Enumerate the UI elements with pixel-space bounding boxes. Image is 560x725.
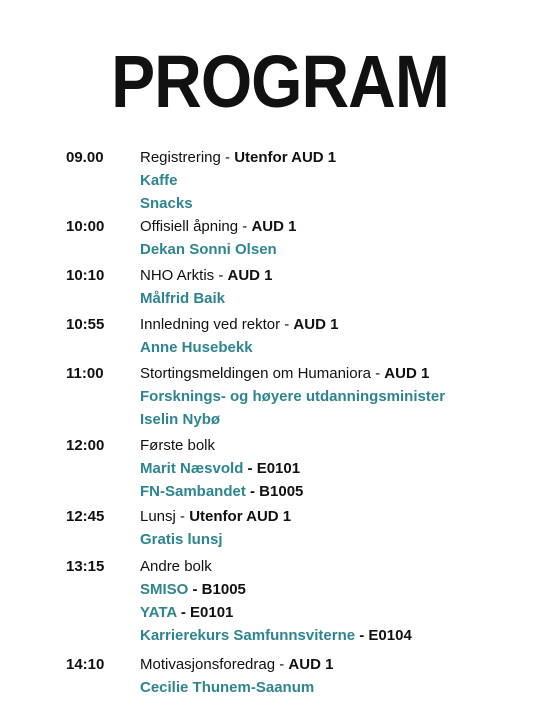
slot-details: [140, 264, 550, 310]
slot-time: 13:15: [66, 558, 105, 575]
line-location: Utenfor AUD 1: [234, 149, 337, 166]
slot-event: [140, 313, 550, 336]
line-location: AUD 1: [293, 316, 339, 333]
line-text: Innledning ved rektor -: [140, 316, 294, 333]
line-location: AUD 1: [227, 267, 273, 284]
slot-time: 11:00: [66, 365, 104, 382]
line-text: Dekan Sonni Olsen: [140, 241, 277, 258]
slot-event: [140, 264, 550, 287]
slot-details: [140, 505, 550, 551]
line-text: Motivasjonsforedrag -: [140, 656, 289, 673]
slot-speaker: [140, 480, 550, 503]
line-location: AUD 1: [384, 365, 430, 382]
line-text: Karrierekurs Samfunnsviterne: [140, 627, 356, 644]
slot-time: 10:00: [66, 218, 105, 235]
line-location: AUD 1: [251, 218, 297, 235]
slot-time: 12:45: [66, 508, 105, 525]
line-text: Andre bolk: [140, 558, 212, 575]
slot-speaker: [140, 287, 550, 310]
slot-speaker: [140, 528, 550, 551]
slot-speaker: [140, 578, 550, 601]
slot-details: [140, 434, 550, 503]
line-text: SMISO: [140, 581, 189, 598]
line-text: Første bolk: [140, 437, 216, 454]
line-location: AUD 1: [288, 656, 334, 673]
line-text: Anne Husebekk: [140, 339, 253, 356]
slot-time: 10:10: [66, 267, 105, 284]
slot-time: 12:00: [66, 437, 105, 454]
slot-event: [140, 505, 550, 528]
line-location: - E0101: [243, 460, 301, 477]
slot-details: [140, 555, 550, 647]
line-text: NHO Arktis -: [140, 267, 228, 284]
line-text: Offisiell åpning -: [140, 218, 252, 235]
line-text: Stortingsmeldingen om Humaniora -: [140, 365, 385, 382]
slot-speaker: [140, 238, 550, 261]
line-text: Cecilie Thunem-Saanum: [140, 679, 315, 696]
line-text: YATA: [140, 604, 177, 621]
line-location: - B1005: [245, 483, 304, 500]
page-title: PROGRAM: [111, 39, 449, 123]
line-location: - B1005: [188, 581, 246, 598]
slot-speaker: [140, 601, 550, 624]
line-location: - E0101: [176, 604, 234, 621]
line-text: Målfrid Baik: [140, 290, 226, 307]
slot-speaker: [140, 624, 550, 647]
slot-speaker: [140, 169, 550, 192]
slot-event: [140, 362, 550, 385]
line-text: Registrering -: [140, 149, 235, 166]
slot-event: [140, 653, 550, 676]
slot-time: 09.00: [66, 149, 104, 166]
slot-speaker: [140, 385, 550, 408]
slot-time: 10:55: [66, 316, 105, 333]
slot-event: [140, 215, 550, 238]
slot-time: 14:10: [66, 656, 105, 673]
line-text: FN-Sambandet: [140, 483, 246, 500]
line-text: Forsknings- og høyere utdanningsminister: [140, 388, 446, 405]
line-text: Lunsj -: [140, 508, 190, 525]
slot-details: [140, 653, 550, 699]
line-text: Gratis lunsj: [140, 531, 223, 548]
line-text: Kaffe: [140, 172, 178, 189]
line-location: Utenfor AUD 1: [189, 508, 292, 525]
slot-speaker: [140, 408, 550, 431]
line-text: Marit Næsvold: [140, 460, 244, 477]
slot-speaker: [140, 336, 550, 359]
slot-speaker: [140, 676, 550, 699]
slot-details: [140, 146, 550, 215]
slot-details: [140, 215, 550, 261]
line-text: Iselin Nybø: [140, 411, 221, 428]
line-location: - E0104: [355, 627, 412, 644]
slot-event: [140, 146, 550, 169]
slot-speaker: [140, 192, 550, 215]
slot-speaker: [140, 457, 550, 480]
line-text: Snacks: [140, 195, 193, 212]
slot-event: [140, 555, 550, 578]
slot-details: [140, 362, 550, 431]
slot-event: [140, 434, 550, 457]
slot-details: [140, 313, 550, 359]
